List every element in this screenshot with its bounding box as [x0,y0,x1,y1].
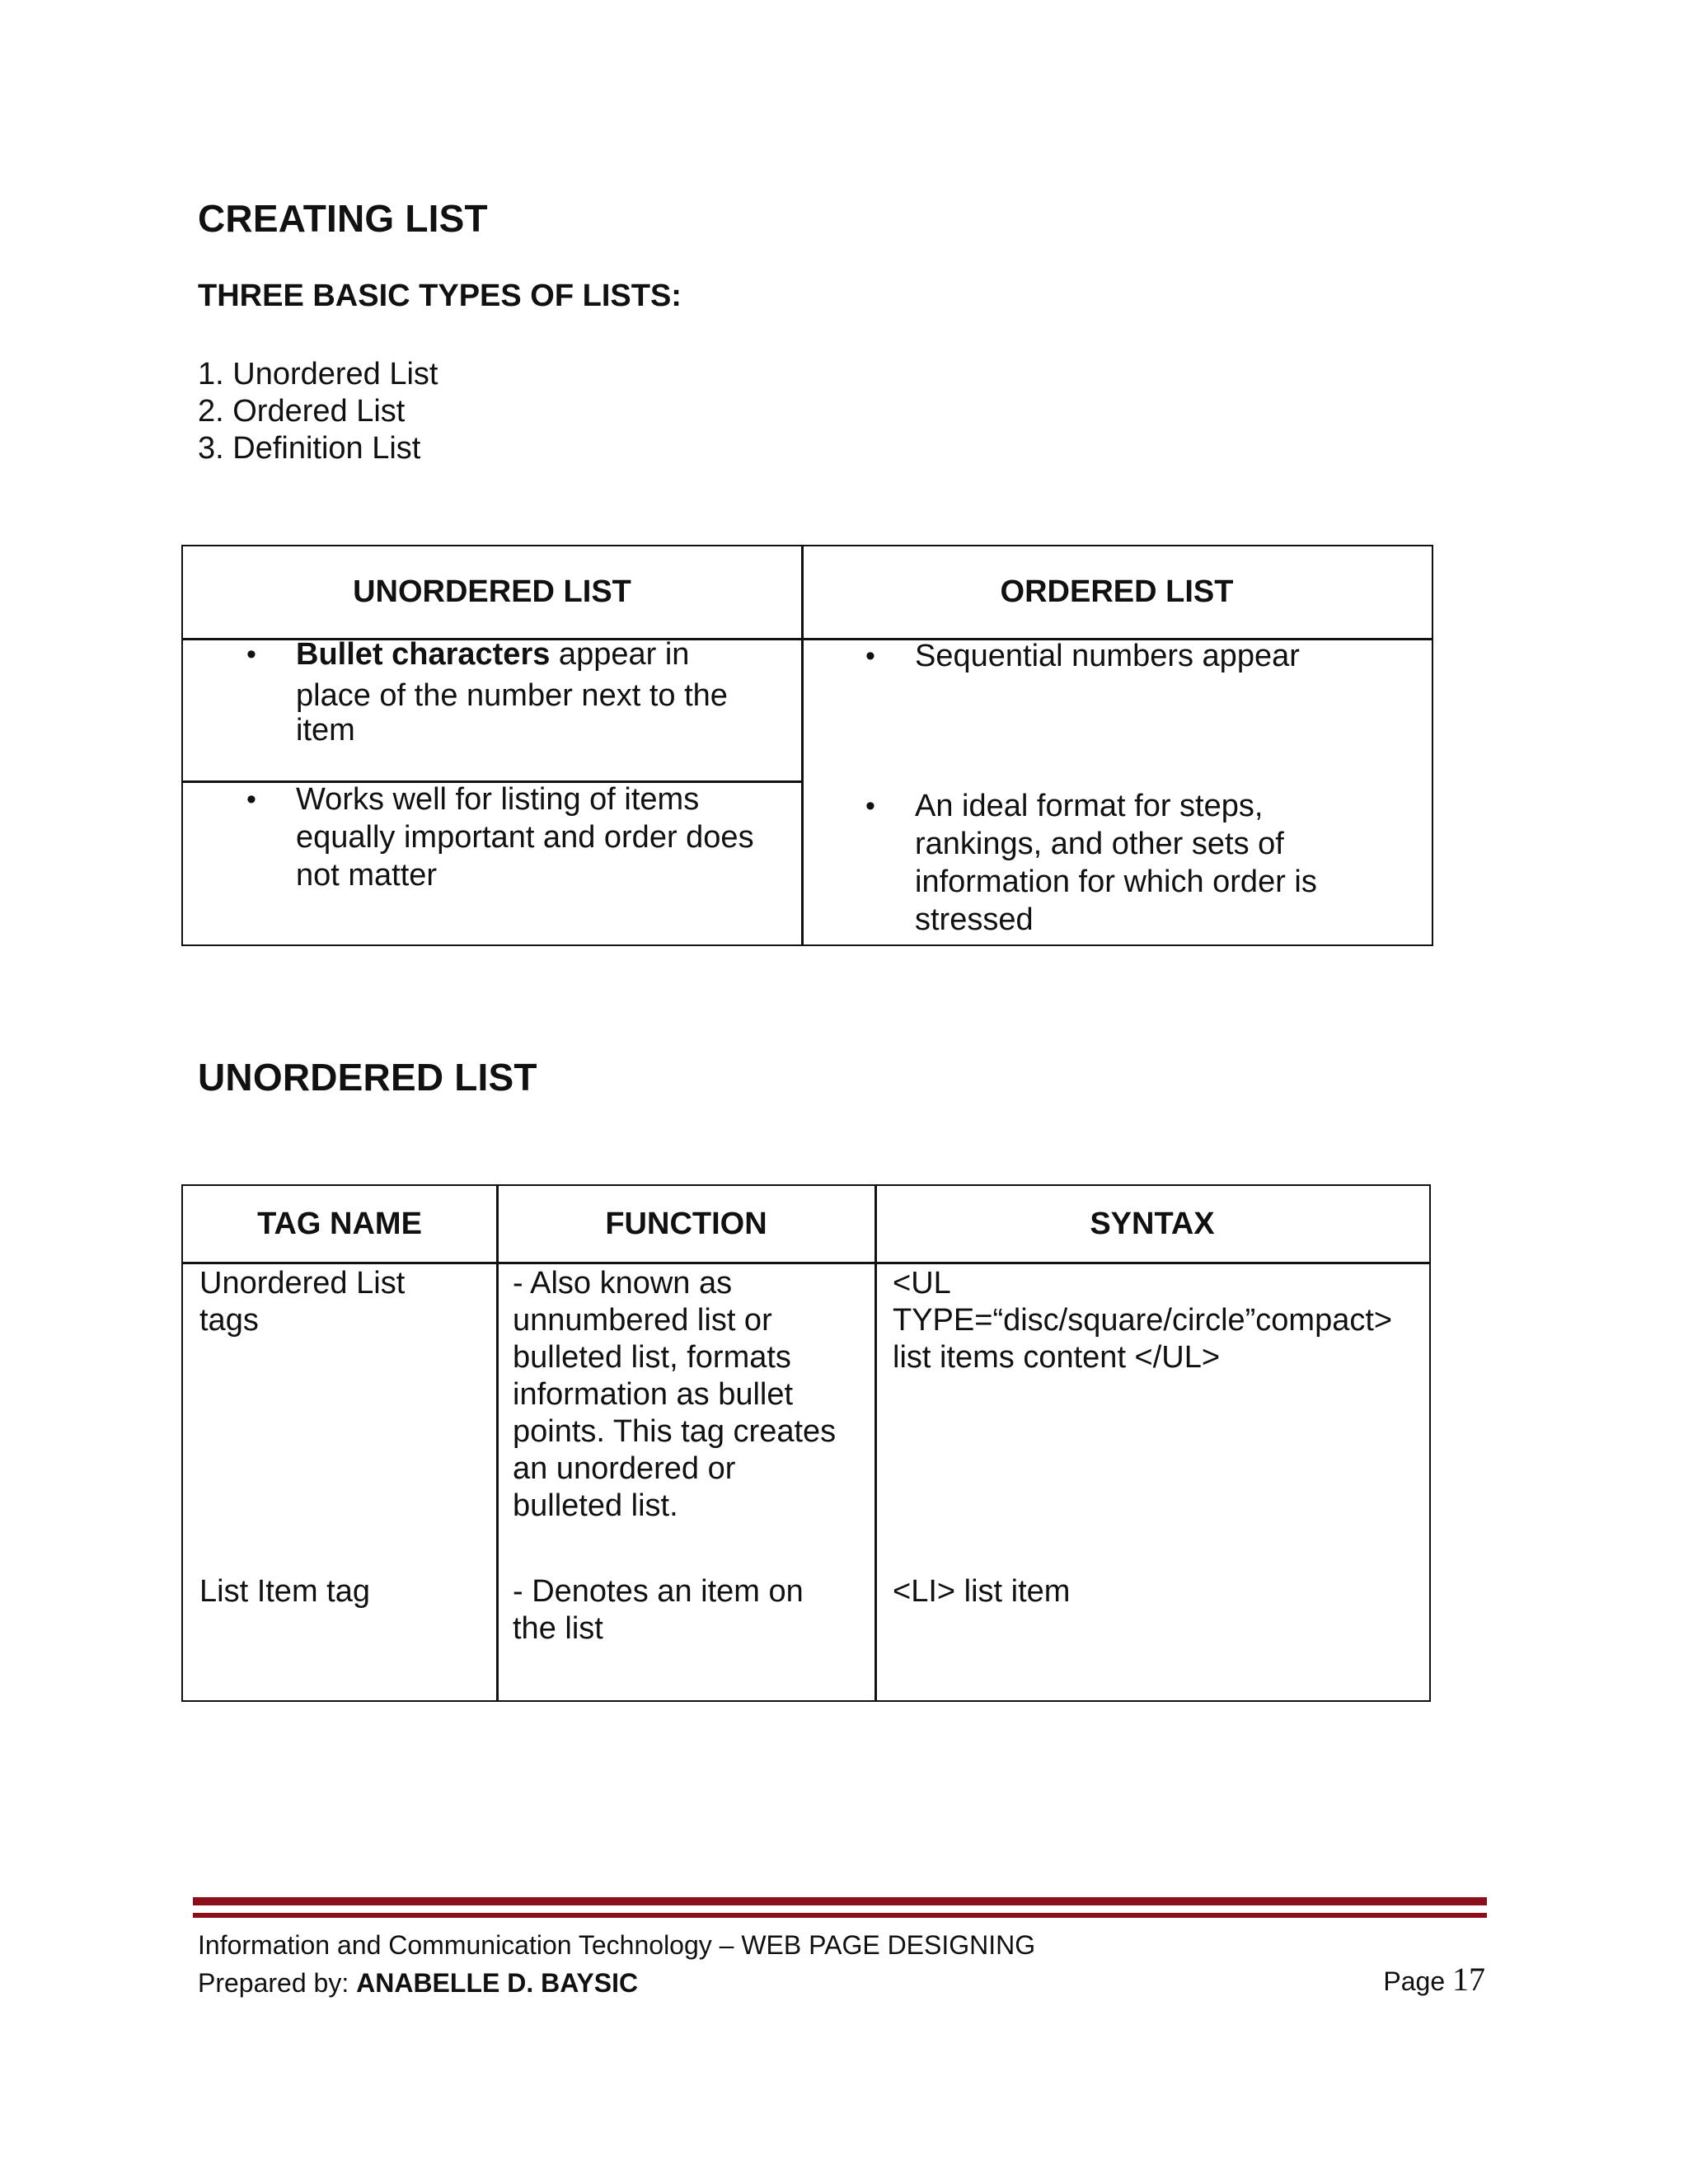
table-cell-syntax [893,1265,1428,1376]
text: information as bullet [513,1377,794,1412]
page-number-value: 17 [1452,1961,1485,1998]
table-divider [183,1262,1429,1264]
bullet-icon: • [865,640,875,672]
text: <UL [893,1266,951,1301]
list-item: 2. Ordered List [198,394,406,429]
text: equally important and order does [296,820,754,855]
list-types [198,356,438,467]
text: Works well for listing of items [296,782,700,817]
text: the list [513,1611,603,1646]
text: unnumbered list or [513,1303,772,1338]
text: bulleted list. [513,1488,678,1523]
author-name: ANABELLE D. BAYSIC [356,1968,639,1998]
text: rankings, and other sets of [915,827,1284,861]
table-cell-function [513,1265,867,1525]
header-tag-name: TAG NAME [257,1206,422,1241]
text: An ideal format for steps, [915,789,1264,823]
table-cell-tag [199,1265,488,1339]
bullet-icon: • [865,790,875,822]
text: bulleted list, formats [513,1340,791,1375]
bullet-icon: • [246,639,256,670]
footer-rule [193,1913,1487,1918]
bullet-icon: • [246,784,256,815]
prepared-label: Prepared by: [198,1968,357,1998]
ordered-item-2 [865,787,1409,944]
list-item: 3. Definition List [198,431,421,466]
list-item: 1. Unordered List [198,357,438,391]
header-ordered-list: ORDERED LIST [1000,574,1234,609]
text: an unordered or [513,1451,736,1486]
text: - Denotes an item on [513,1574,804,1609]
footer-rule [193,1897,1487,1905]
table-cell-function [513,1573,867,1647]
text: place of the number next to the [296,678,728,713]
footer-author-line [198,1968,638,1999]
header-syntax: SYNTAX [1090,1206,1215,1241]
text: <LI> list item [893,1574,1071,1609]
comparison-table [181,545,1433,946]
table-cell-syntax [893,1573,1428,1610]
text: - Also known as [513,1266,733,1301]
text: not matter [296,858,438,893]
page-number [1383,1960,1485,1999]
text: TYPE=“disc/square/circle”compact> [893,1303,1393,1338]
unordered-item-2 [246,780,790,904]
section-title: UNORDERED LIST [198,1056,537,1099]
bold-text: Bullet characters [296,637,551,672]
tag-table [181,1184,1431,1702]
page-label: Page [1383,1966,1452,1996]
header-function: FUNCTION [605,1206,767,1241]
text: Unordered List [199,1266,406,1301]
ordered-item-1 [865,637,1409,687]
text: appear in [550,637,690,672]
text: stressed [915,902,1034,937]
text: points. This tag creates [513,1414,837,1449]
header-unordered-list: UNORDERED LIST [353,574,631,609]
text: tags [199,1303,259,1338]
text: list items content </UL> [893,1340,1221,1375]
unordered-item-1 [246,635,790,759]
footer-course: Information and Communication Technology – WEB PAGE DESIGNING [198,1930,1036,1960]
text: List Item tag [199,1574,370,1609]
text: item [296,713,355,748]
table-cell-tag [199,1573,488,1610]
text: information for which order is [915,865,1317,899]
page-subtitle: THREE BASIC TYPES OF LISTS: [198,279,682,313]
text: Sequential numbers appear [915,639,1300,673]
page-title: CREATING LIST [198,197,488,240]
